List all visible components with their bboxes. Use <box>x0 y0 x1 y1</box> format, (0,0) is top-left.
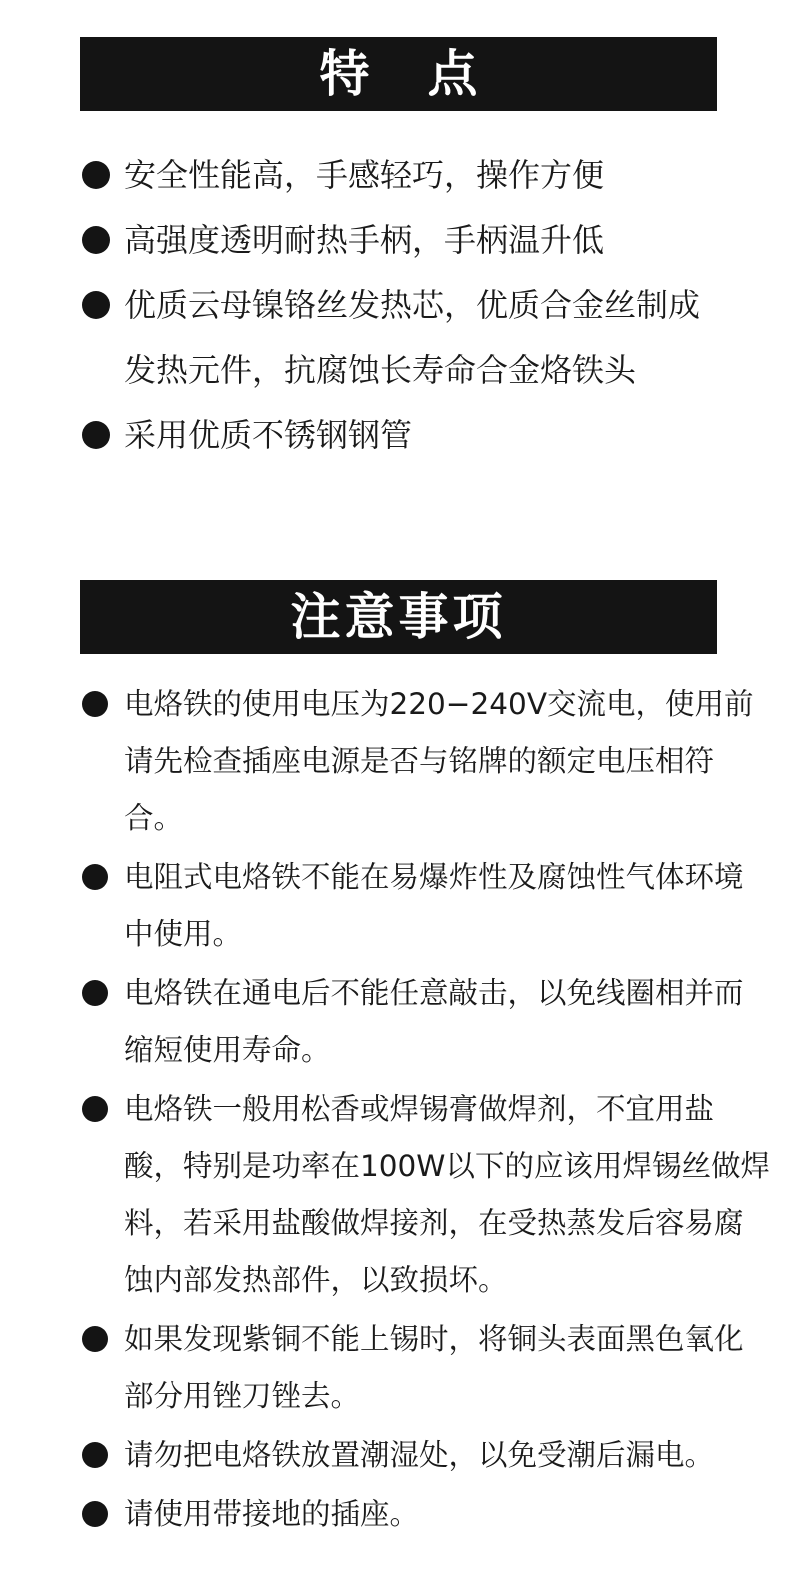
bullet-icon <box>82 980 108 1006</box>
list-item <box>80 849 770 963</box>
feature-text: 优质云母镍铬丝发热芯，优质合金丝制成发热元件，抗腐蚀长寿命合金烙铁头 <box>124 286 701 389</box>
note-text: 请使用带接地的插座。 <box>124 1497 420 1531</box>
feature-text: 高强度透明耐热手柄，手柄温升低 <box>124 221 605 259</box>
list-item <box>80 273 720 403</box>
note-text: 如果发现紫铜不能上锡时，将铜头表面黑色氧化部分用锉刀锉去。 <box>124 1322 744 1413</box>
bullet-icon <box>82 1501 108 1527</box>
features-heading: 特点 <box>80 37 717 111</box>
list-item <box>80 676 770 847</box>
feature-text: 采用优质不锈钢钢管 <box>124 416 413 454</box>
list-item <box>80 1427 770 1484</box>
bullet-icon <box>82 291 110 319</box>
bullet-icon <box>82 226 110 254</box>
list-item <box>80 1486 770 1543</box>
bullet-icon <box>82 691 108 717</box>
features-list <box>80 143 720 468</box>
notes-list <box>80 676 770 1543</box>
list-item <box>80 965 770 1079</box>
note-text: 电烙铁的使用电压为220−240V交流电，使用前请先检查插座电源是否与铭牌的额定电压相符合。 <box>124 687 754 835</box>
list-item <box>80 403 720 468</box>
bullet-icon <box>82 1326 108 1352</box>
note-text: 请勿把电烙铁放置潮湿处，以免受潮后漏电。 <box>124 1438 715 1472</box>
feature-text: 安全性能高，手感轻巧，操作方便 <box>124 156 605 194</box>
list-item <box>80 1081 770 1309</box>
bullet-icon <box>82 1096 108 1122</box>
notes-heading: 注意事项 <box>80 580 717 654</box>
bullet-icon <box>82 161 110 189</box>
note-text: 电阻式电烙铁不能在易爆炸性及腐蚀性气体环境中使用。 <box>124 860 744 951</box>
note-text: 电烙铁在通电后不能任意敲击，以免线圈相并而缩短使用寿命。 <box>124 976 744 1067</box>
bullet-icon <box>82 421 110 449</box>
list-item <box>80 1311 770 1425</box>
list-item <box>80 208 720 273</box>
bullet-icon <box>82 1442 108 1468</box>
list-item <box>80 143 720 208</box>
note-text: 电烙铁一般用松香或焊锡膏做焊剂，不宜用盐酸，特别是功率在100W以下的应该用焊锡丝做焊料，若采用盐酸做焊接剂，在受热蒸发后容易腐蚀内部发热部件，以致损坏。 <box>124 1092 770 1297</box>
bullet-icon <box>82 864 108 890</box>
